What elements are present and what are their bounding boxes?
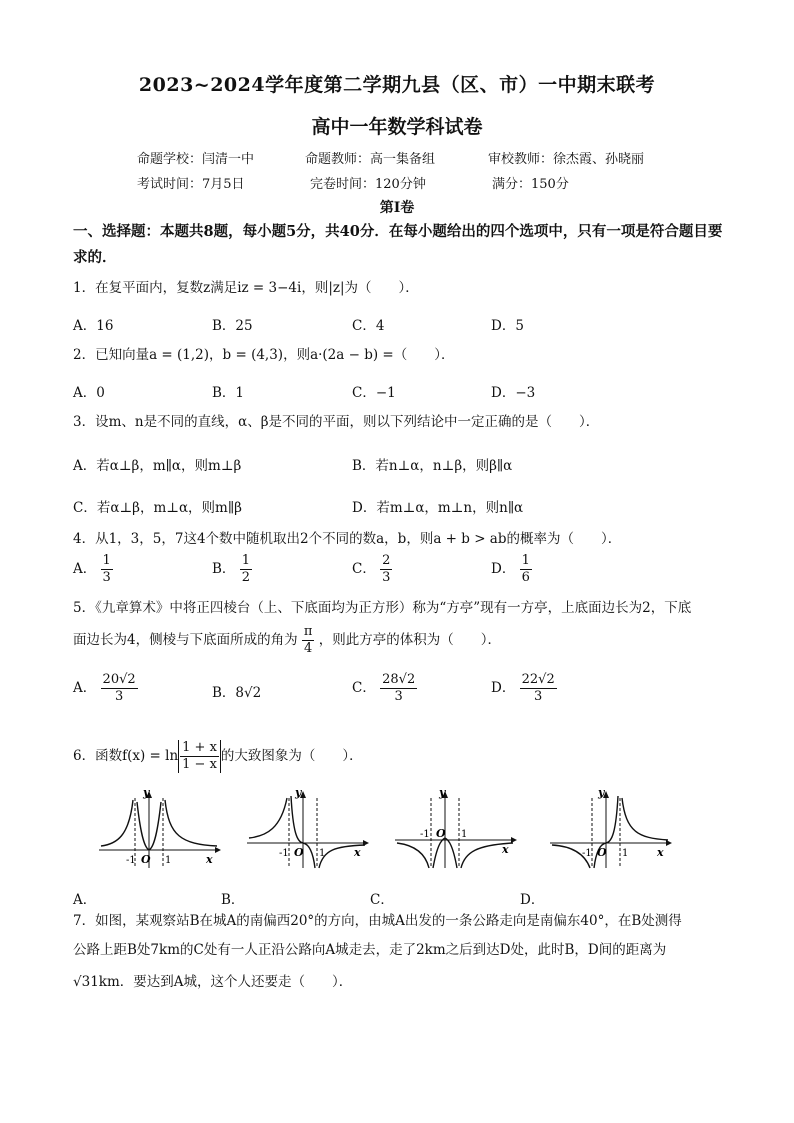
q5-option-c xyxy=(352,672,417,705)
q4-d-denominator: 6 xyxy=(521,570,530,585)
graph-c-tick-neg: -1 xyxy=(420,829,430,840)
q6-text-b: 的大致图象为（ ）． xyxy=(220,748,363,764)
q3-option-a: A．若α⊥β，m∥α，则m⊥β xyxy=(73,458,242,474)
q4-b-numerator: 1 xyxy=(241,553,250,568)
q2-option-a: A．0 xyxy=(73,385,105,401)
question-7-line-3: √31km．要达到A城，这个人还要走（ ）． xyxy=(73,974,353,990)
graph-d-tick-pos: 1 xyxy=(622,848,629,859)
q6-graph-a xyxy=(97,788,225,870)
graph-a-tick-pos: 1 xyxy=(165,855,172,866)
graph-d-tick-neg: -1 xyxy=(582,848,592,859)
q6-graph-c xyxy=(393,788,521,870)
graph-a-x-label: x xyxy=(206,853,213,866)
meta-reviewers: 审校教师：徐杰霞、孙晓丽 xyxy=(488,152,645,167)
q6-option-a: A． xyxy=(73,892,97,908)
meta-exam-date: 考试时间：7月5日 xyxy=(137,177,245,192)
question-5-line-2 xyxy=(73,624,501,657)
graph-a-tick-neg: -1 xyxy=(126,855,136,866)
question-6 xyxy=(73,740,363,773)
q5-option-b-value: 8√2 xyxy=(235,685,262,701)
q6-numerator: 1 + x xyxy=(182,740,217,755)
graph-b-tick-neg: -1 xyxy=(279,848,289,859)
q2-option-d: D．−3 xyxy=(491,385,536,401)
q1-option-a: A．16 xyxy=(73,318,114,334)
q6-graph-b xyxy=(245,788,373,870)
graph-b-x-label: x xyxy=(354,846,361,859)
q4-b-denominator: 2 xyxy=(241,570,250,585)
graph-a-y-label: y xyxy=(143,788,150,799)
q1-option-c: C．4 xyxy=(352,318,385,334)
q5-option-d-label: D． xyxy=(491,680,516,696)
graph-b-tick-pos: 1 xyxy=(319,848,326,859)
q4-option-d-label: D． xyxy=(491,561,516,577)
meta-teacher: 命题教师：高一集备组 xyxy=(305,152,436,167)
graph-d-x-label: x xyxy=(657,846,664,859)
q1-option-b: B．25 xyxy=(212,318,253,334)
q5-option-a-label: A． xyxy=(73,680,97,696)
graph-b-y-label: y xyxy=(295,788,302,799)
question-4: 4．从1，3，5，7这4个数中随机取出2个不同的数a，b，则a + b > ab的概率为（ ）． xyxy=(73,531,622,547)
q4-c-numerator: 2 xyxy=(382,553,391,568)
q3-option-b: B．若n⊥α，n⊥β，则β∥α xyxy=(352,458,513,474)
section-instructions: 一、选择题：本题共8题，每小题5分，共40分．在每小题给出的四个选项中，只有一项是符合题目要求的． xyxy=(73,223,723,266)
graph-c-tick-pos: 1 xyxy=(461,829,468,840)
q5-a-denominator: 3 xyxy=(114,689,124,704)
q5-angle-numerator: π xyxy=(303,624,313,639)
q4-option-b-label: B． xyxy=(212,561,236,577)
graph-b-origin: O xyxy=(294,846,304,859)
graph-c-y-label: y xyxy=(439,788,446,799)
question-5-line-1: 5．《九章算术》中将正四棱台（上、下底面均为正方形）称为“方亭”现有一方亭，上底面边长为2，下底 xyxy=(73,600,692,616)
q2-option-c: C．−1 xyxy=(352,385,396,401)
question-1: 1．在复平面内，复数z满足iz = 3−4i，则|z|为（ ）． xyxy=(73,280,419,296)
q5-option-d xyxy=(491,672,557,705)
q3-option-d: D．若m⊥α，m⊥n，则n∥α xyxy=(352,500,524,516)
q4-option-c-label: C． xyxy=(352,561,376,577)
q4-option-b xyxy=(212,553,252,586)
section-heading: 第Ⅰ卷 xyxy=(379,200,415,216)
graph-d-origin: O xyxy=(597,846,607,859)
q6-option-b: B． xyxy=(221,892,245,908)
q4-d-numerator: 1 xyxy=(521,553,530,568)
q3-option-c: C．若α⊥β，m⊥α，则m∥β xyxy=(73,500,242,516)
q4-c-denominator: 3 xyxy=(382,570,391,585)
graph-d-y-label: y xyxy=(598,788,605,799)
q5-a-numerator: 20√2 xyxy=(102,672,136,687)
q5-d-denominator: 3 xyxy=(534,689,543,704)
q5-text-b: ，则此方亭的体积为（ ）． xyxy=(318,632,501,648)
graph-c-x-label: x xyxy=(502,843,509,856)
meta-school: 命题学校：闫清一中 xyxy=(137,152,255,167)
q5-text-a: 面边长为4，侧棱与下底面所成的角为 xyxy=(73,632,298,648)
q6-text-a: 6．函数f(x) = ln xyxy=(73,748,179,764)
q2-option-b: B．1 xyxy=(212,385,245,401)
q6-option-d: D． xyxy=(520,892,545,908)
q5-d-numerator: 22√2 xyxy=(521,672,555,687)
q4-a-denominator: 3 xyxy=(102,570,111,585)
graph-c-origin: O xyxy=(436,827,446,840)
q4-a-numerator: 1 xyxy=(102,553,111,568)
question-7-line-1: 7．如图，某观察站B在城A的南偏西20°的方向，由城A出发的一条公路走向是南偏东40°，在B处测得 xyxy=(73,913,682,929)
q5-angle-denominator: 4 xyxy=(304,641,313,656)
q5-option-b xyxy=(212,681,261,701)
exam-subtitle: 高中一年数学科试卷 xyxy=(311,116,483,138)
question-3: 3．设m、n是不同的直线，α、β是不同的平面，则以下列结论中一定正确的是（ ）． xyxy=(73,414,600,430)
q6-graph-d xyxy=(548,788,676,870)
q4-option-c xyxy=(352,553,392,586)
question-2: 2．已知向量a = (1,2)，b = (4,3)，则a·(2a − b) =（ ）． xyxy=(73,347,455,363)
q5-c-denominator: 3 xyxy=(394,689,403,704)
q4-option-a xyxy=(73,553,113,586)
q5-option-c-label: C． xyxy=(352,680,376,696)
q6-denominator: 1 − x xyxy=(182,757,217,772)
q6-option-c: C． xyxy=(370,892,394,908)
q5-option-b-label: B． xyxy=(212,685,236,701)
q1-option-d: D．5 xyxy=(491,318,524,334)
q4-option-a-label: A． xyxy=(73,561,97,577)
exam-title: 2023~2024学年度第二学期九县（区、市）一中期末联考 xyxy=(138,74,656,96)
graph-a-origin: O xyxy=(141,853,151,866)
q4-option-d xyxy=(491,553,532,586)
meta-full-score: 满分：150分 xyxy=(492,177,569,192)
question-7-line-2: 公路上距B处7km的C处有一人正沿公路向A城走去，走了2km之后到达D处，此时B，D间的距离为 xyxy=(73,942,667,958)
meta-duration: 完卷时间：120分钟 xyxy=(310,177,426,192)
q5-c-numerator: 28√2 xyxy=(382,672,416,687)
q5-option-a xyxy=(73,672,138,705)
